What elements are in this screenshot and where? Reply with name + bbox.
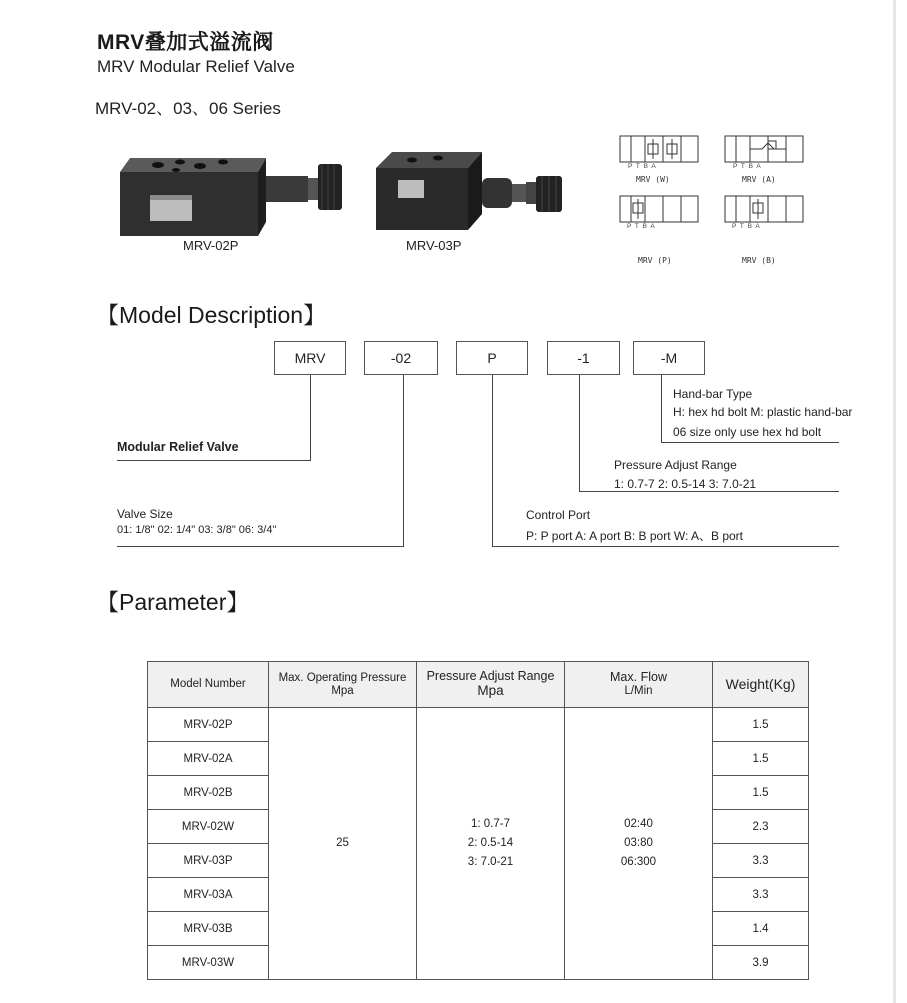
label-valve-size: Valve Size (117, 507, 173, 521)
leader-line-handbar (661, 375, 662, 443)
model-cell: MRV-03P (148, 844, 269, 878)
symbol-ports-p: P T B A (627, 223, 656, 230)
series-label: MRV-02、03、06 Series (95, 99, 281, 118)
symbol-mrv-p-icon (619, 195, 699, 225)
leader-line-port-h (492, 546, 839, 547)
product-label-mrv-03p: MRV-03P (406, 238, 462, 253)
parameter-table (147, 661, 809, 980)
model-cell: MRV-02B (148, 776, 269, 810)
weight-cell: 3.3 (713, 878, 809, 912)
pressure-range-cell: 1: 0.7-7 2: 0.5-14 3: 7.0-21 (417, 708, 565, 980)
label-control-port: Control Port (526, 508, 591, 522)
symbol-mrv-w-icon (619, 135, 699, 165)
table-header-row (148, 662, 809, 708)
model-cell: MRV-03W (148, 946, 269, 980)
max-flow-cell: 02:40 03:80 06:300 (565, 708, 713, 980)
section-title-model-description: 【Model Description】 (96, 302, 327, 328)
weight-cell: 1.5 (713, 708, 809, 742)
code-box-pressure: -1 (547, 341, 620, 375)
page-title-en: MRV Modular Relief Valve (97, 57, 295, 76)
model-cell: MRV-02W (148, 810, 269, 844)
model-cell: MRV-02P (148, 708, 269, 742)
symbol-ports-a: P T B A (733, 163, 762, 170)
model-cell: MRV-03B (148, 912, 269, 946)
header-pressure-range: Pressure Adjust Range Mpa (417, 662, 565, 708)
label-handbar-type: Hand-bar Type (673, 387, 753, 401)
code-box-mrv: MRV (274, 341, 346, 375)
label-pressure-adjust-range: Pressure Adjust Range (614, 458, 737, 472)
header-max-pressure: Max. Operating Pressure Mpa (269, 662, 417, 708)
symbol-label-mrv-p: MRV (P) (638, 256, 672, 265)
symbol-ports-b: P T B A (732, 223, 761, 230)
symbol-label-mrv-w: MRV (W) (636, 175, 670, 184)
code-box-handbar: -M (633, 341, 705, 375)
header-weight: Weight(Kg) (713, 662, 809, 708)
leader-line-pressure (579, 375, 580, 492)
symbol-mrv-a-icon (724, 135, 804, 165)
leader-line-size (403, 375, 404, 547)
leader-line-size-h (117, 546, 404, 547)
leader-line-pressure-h (579, 491, 839, 492)
leader-line-mrv-h (117, 460, 311, 461)
section-title-parameter: 【Parameter】 (96, 589, 250, 615)
control-port-values: P: P port A: A port B: B port W: A、B port (526, 529, 743, 543)
weight-cell: 2.3 (713, 810, 809, 844)
code-box-port: P (456, 341, 528, 375)
model-cell: MRV-03A (148, 878, 269, 912)
mrv-03p-product-image (372, 146, 582, 236)
handbar-values-2: 06 size only use hex hd bolt (673, 425, 822, 439)
header-model-number: Model Number (148, 662, 269, 708)
handbar-values-1: H: hex hd bolt M: plastic hand-bar (673, 405, 853, 419)
page-title-cn: MRV叠加式溢流阀 (97, 31, 274, 54)
code-box-size: -02 (364, 341, 438, 375)
valve-size-values: 01: 1/8" 02: 1/4" 03: 3/8" 06: 3/4" (117, 524, 277, 536)
weight-cell: 3.9 (713, 946, 809, 980)
mrv-02p-product-image (118, 150, 348, 240)
product-label-mrv-02p: MRV-02P (183, 238, 239, 253)
label-modular-relief-valve: Modular Relief Valve (117, 440, 239, 454)
symbol-label-mrv-a: MRV (A) (742, 175, 776, 184)
table-row (148, 708, 809, 742)
pressure-range-values: 1: 0.7-7 2: 0.5-14 3: 7.0-21 (614, 477, 757, 491)
weight-cell: 1.4 (713, 912, 809, 946)
page-edge-line (893, 0, 896, 1003)
weight-cell: 1.5 (713, 776, 809, 810)
leader-line-port (492, 375, 493, 547)
leader-line-mrv (310, 375, 311, 461)
symbol-ports-w: P T B A (628, 163, 657, 170)
symbol-label-mrv-b: MRV (B) (742, 256, 776, 265)
weight-cell: 3.3 (713, 844, 809, 878)
header-max-flow: Max. Flow L/Min (565, 662, 713, 708)
model-cell: MRV-02A (148, 742, 269, 776)
max-pressure-cell: 25 (269, 708, 417, 980)
symbol-mrv-b-icon (724, 195, 804, 225)
leader-line-handbar-h (661, 442, 839, 443)
weight-cell: 1.5 (713, 742, 809, 776)
